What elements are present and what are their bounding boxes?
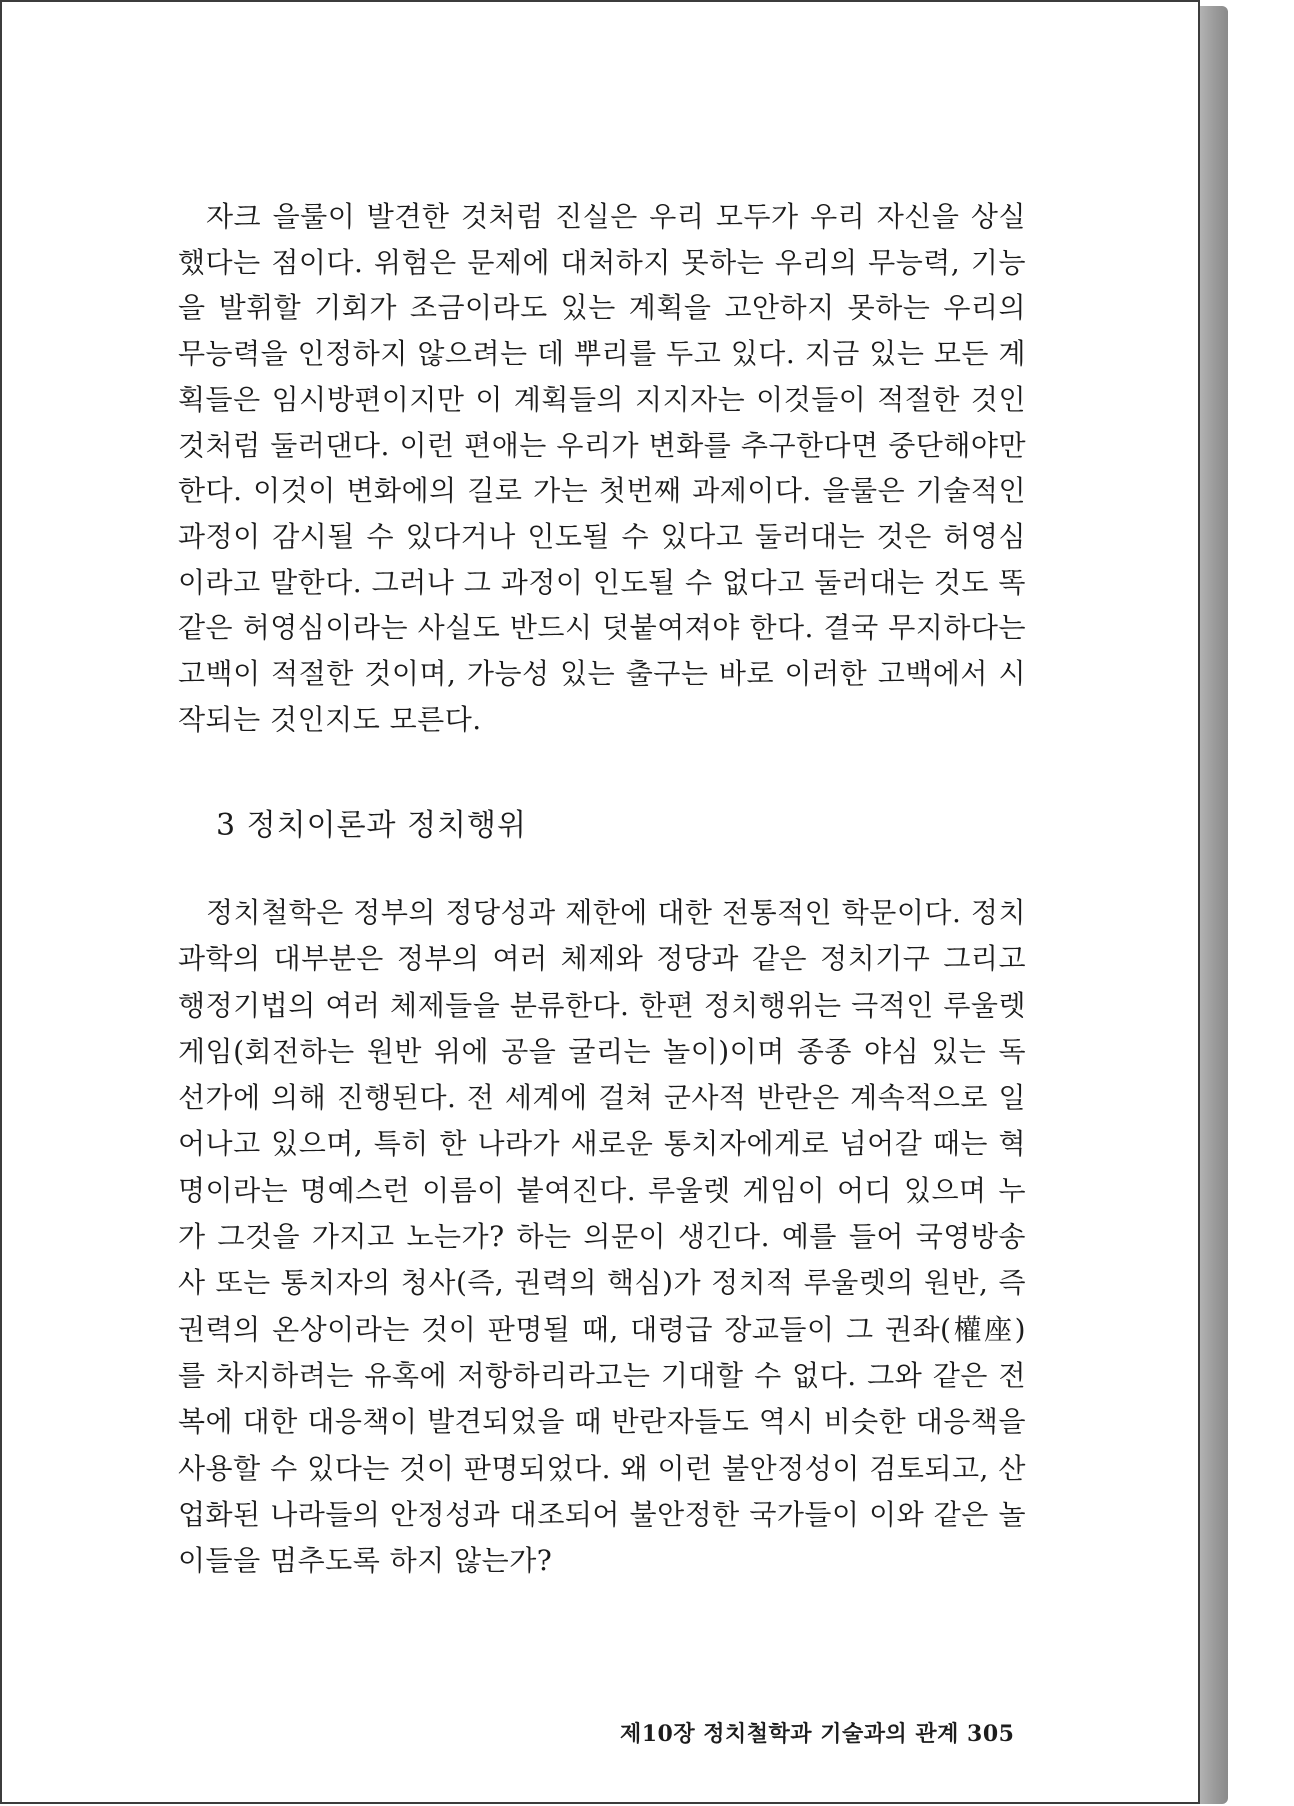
body-paragraph-2: 정치철학은 정부의 정당성과 제한에 대한 전통적인 학문이다. 정치과학의 대부분은 정부의 여러 체제와 정당과 같은 정치기구 그리고 행정기법의 여러 체제들을 분류한다. 한편 정치행위는 극적인 루울렛 게임(회전하는 원반 위에 공을 굴리는 놀이)이며 종종 야심 있는 독선가에 의해 진행된다. 전 세계에 걸쳐 군사적 반란은 계속적으로 일어나고 있으며, 특히 한 나라가 새로운 통치자에게로 넘어갈 때는 혁명이라는 명예스런 이름이 붙여진다. 루울렛 게임이 어디 있으며 누가 그것을 가지고 노는가? 하는 의문이 생긴다. 예를 들어 국영방송사 또는 통치자의 청사(즉, 권력의 핵심)가 정치적 루울렛의 원반, 즉 권력의 온상이라는 것이 판명될 때, 대령급 장교들이 그 권좌(權座)를 차지하려는 유혹에 저항하리라고는 기대할 수 없다. 그와 같은 전복에 대한 대응책이 발견되었을 때 반란자들도 역시 비슷한 대응책을 사용할 수 있다는 것이 판명되었다. 왜 이런 불안정성이 검토되고, 산업화된 나라들의 안정성과 대조되어 불안정한 국가들이 이와 같은 놀이들을 멈추도록 하지 않는가? <box>178 896 1026 1578</box>
section-heading <box>216 800 527 844</box>
section-title: 정치이론과 정치행위 <box>246 808 527 843</box>
page-edge-shadow <box>1196 6 1228 1804</box>
section-number: 3 <box>216 808 237 843</box>
body-paragraph-1: 자크 을룰이 발견한 것처럼 진실은 우리 모두가 우리 자신을 상실했다는 점이다. 위험은 문제에 대처하지 못하는 우리의 무능력, 기능을 발휘할 기회가 조금이라도 있는 계획을 고안하지 못하는 우리의 무능력을 인정하지 않으려는 데 뿌리를 두고 있다. 지금 있는 모든 계획들은 임시방편이지만 이 계획들의 지지자는 이것들이 적절한 것인 것처럼 둘러댄다. 이런 편애는 우리가 변화를 추구한다면 중단해야만 한다. 이것이 변화에의 길로 가는 첫번째 과제이다. 을룰은 기술적인 과정이 감시될 수 있다거나 인도될 수 있다고 둘러대는 것은 허영심이라고 말한다. 그러나 그 과정이 인도될 수 없다고 둘러대는 것도 똑같은 허영심이라는 사실도 반드시 덧붙여져야 한다. 결국 무지하다는 고백이 적절한 것이며, 가능성 있는 출구는 바로 이러한 고백에서 시작되는 것인지도 모른다. <box>178 200 1027 736</box>
running-footer: 제10장 정치철학과 기술과의 관계 305 <box>620 1721 1015 1747</box>
